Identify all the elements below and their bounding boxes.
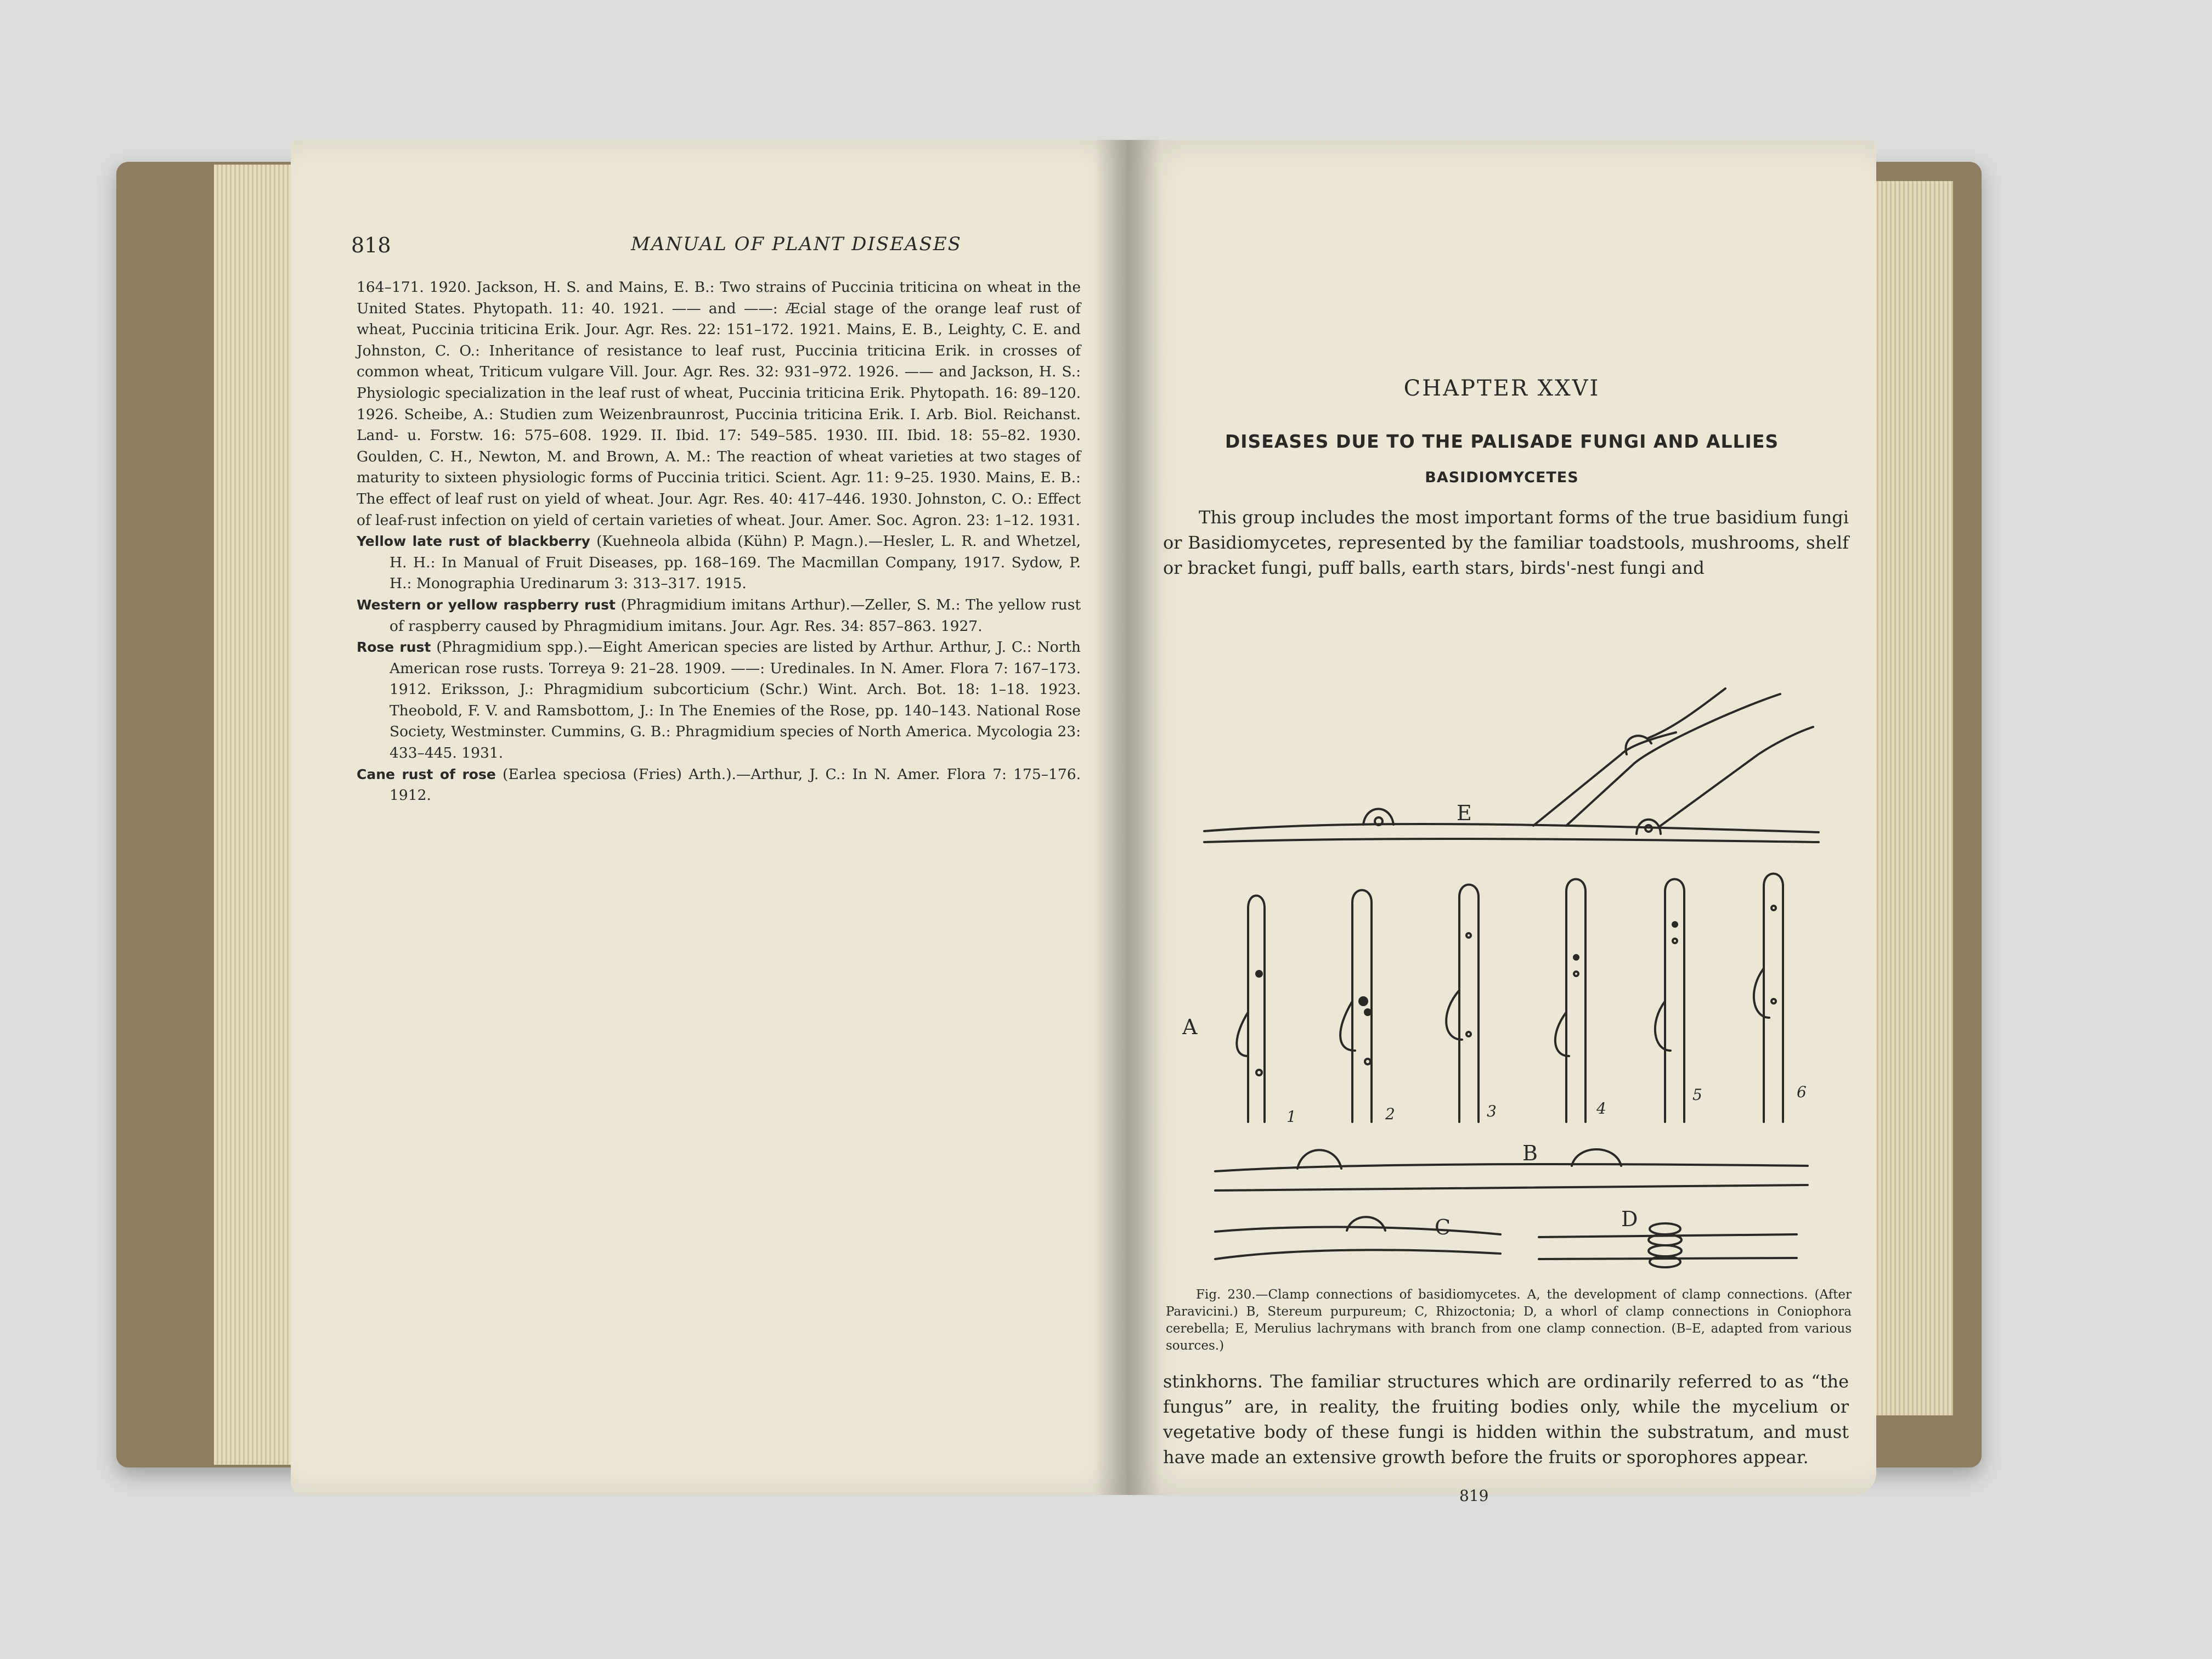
svg-text:2: 2 (1385, 1105, 1395, 1123)
book-gutter (1094, 140, 1160, 1495)
left-page (291, 140, 1127, 1495)
label-a: A (1182, 1015, 1198, 1039)
chapter-subtitle: BASIDIOMYCETES (1425, 469, 1579, 486)
reference-entry (357, 637, 1081, 764)
entry-heading: Western or yellow raspberry rust (357, 596, 616, 613)
reference-continuation: 164–171. 1920. Jackson, H. S. and Mains, E. B.: Two strains of Puccinia triticina on wheat in the United States. Phytopath. 11: 40. 1921. —— and ——: Æcial stage of the orange leaf rust of wheat, Puccinia triticina Erik. Jour. Agr. Res. 22: 151–172. 1921. Mains, E. B., Leighty, C. E. and Johnston, C. O.: Inheritance of resistance to leaf rust, Puccinia triticina Erik. in crosses of common wheat, Triticum vulgare Vill. Jour. Agr. Res. 32: 931–972. 1926. —— and Jackson, H. S.: Physiologic specialization in the leaf rust of wheat, Puccinia triticina Erik. Phytopath. 16: 89–120. 1926. Scheibe, A.: Studien zum Weizenbraunrost, Puccinia triticina Erik. I. Arb. Biol. Reichanst. Land- u. Forstw. 16: 575–608. 1929. II. Ibid. 17: 549–585. 1930. III. Ibid. 18: 55–82. 1930. Goulden, C. H., Newton, M. and Brown, A. M.: The reaction of wheat varieties at two stages of maturity to sixteen physiologic forms of Puccinia tritici. Scient. Agr. 11: 9–25. 1930. Mains, E. B.: The effect of leaf rust on yield of wheat. Jour. Agr. Res. 40: 417–446. 1930. Johnston, C. O.: Effect of leaf-rust infection on yield of certain varieties of wheat. Jour. Amer. Soc. Agron. 23: 1–12. 1931. (357, 279, 1081, 529)
svg-text:6: 6 (1797, 1083, 1807, 1101)
figure-caption: Fig. 230.—Clamp connections of basidiomycetes. A, the development of clamp connections. (After Paravicini.) B, Stereum purpureum; C, Rhizoctonia; D, a whorl of clamp connections in Coniophora cerebella; E, Merulius lachrymans with branch from one clamp connection. (B–E, adapted from various sources.) (1166, 1288, 1852, 1353)
figure-c-hypha (1215, 1227, 1500, 1234)
figure-b-hypha (1215, 1164, 1808, 1171)
intro-paragraph: This group includes the most important forms of the true basidium fungi or Basidiomycetes, represented by the familiar toadstools, mushrooms, shelf or bracket fungi, puff balls, earth stars, birds'-nest fungi and (1163, 507, 1849, 578)
clamp-connections-figure (1182, 617, 1830, 1276)
figure-e-hypha (1204, 824, 1819, 832)
entry-heading: Yellow late rust of blackberry (357, 533, 590, 550)
reference-entry (357, 764, 1081, 806)
continuation-paragraph: stinkhorns. The familiar structures which are ordinarily referred to as “the fungus” are, in reality, the fruiting bodies only, while the mycelium or vegetative body of these fungi is hidden within the substratum, and must have made an extensive growth before the fruits or sporophores appear. (1163, 1371, 1849, 1468)
svg-text:5: 5 (1692, 1086, 1702, 1104)
entry-heading: Cane rust of rose (357, 766, 496, 782)
svg-text:4: 4 (1596, 1099, 1606, 1118)
entry-text: (Kuehneola albida (Kühn) P. Magn.).—Hesler, L. R. and Whetzel, H. H.: In Manual of Fruit Diseases, pp. 168–169. The Macmillan Company, 1917. Sydow, P. H.: Monographia Uredinarum 3: 313–317. 1915. (390, 533, 1081, 592)
entry-text: (Phragmidium spp.).—Eight American species are listed by Arthur. Arthur, J. C.: North American rose rusts. Torreya 9: 21–28. 1909. ——: Uredinales. In N. Amer. Flora 7: 167–173. 1912. Eriksson, J.: Phragmidium subcorticium (Schr.) Wint. Arch. Bot. 18: 1–18. 1923. Theobold, F. V. and Ramsbottom, J.: In The Enemies of the Rose, pp. 140–143. National Rose Society, Westminster. Cummins, G. B.: Phragmidium species of North America. Mycologia 23: 433–445. 1931. (390, 639, 1081, 762)
label-c: C (1435, 1215, 1451, 1239)
entry-text: (Earlea speciosa (Fries) Arth.).—Arthur, J. C.: In N. Amer. Flora 7: 175–176. 1912. (390, 765, 1081, 804)
reference-entry (357, 531, 1081, 595)
label-e: E (1457, 801, 1472, 825)
entry-heading: Rose rust (357, 639, 431, 656)
right-page-number: 819 (1459, 1487, 1489, 1505)
running-head: MANUAL OF PLANT DISEASES (631, 233, 962, 255)
right-page (1127, 140, 1876, 1505)
reference-entry (357, 595, 1081, 637)
left-page-number: 818 (351, 233, 391, 257)
chapter-title: DISEASES DUE TO THE PALISADE FUNGI AND ALLIES (1224, 431, 1779, 452)
label-d: D (1621, 1207, 1638, 1231)
right-page-edges (1865, 181, 1953, 1415)
svg-text:3: 3 (1487, 1102, 1497, 1120)
entry-text: (Phragmidium imitans Arthur).—Zeller, S. M.: The yellow rust of raspberry caused by Phragmidium imitans. Jour. Agr. Res. 34: 857–863. 1927. (390, 596, 1081, 635)
chapter-number: CHAPTER XXVI (1403, 376, 1600, 401)
figure-a-series (1237, 874, 1783, 1122)
label-b: B (1522, 1141, 1538, 1165)
reference-list (357, 277, 1081, 806)
svg-text:1: 1 (1286, 1108, 1296, 1126)
